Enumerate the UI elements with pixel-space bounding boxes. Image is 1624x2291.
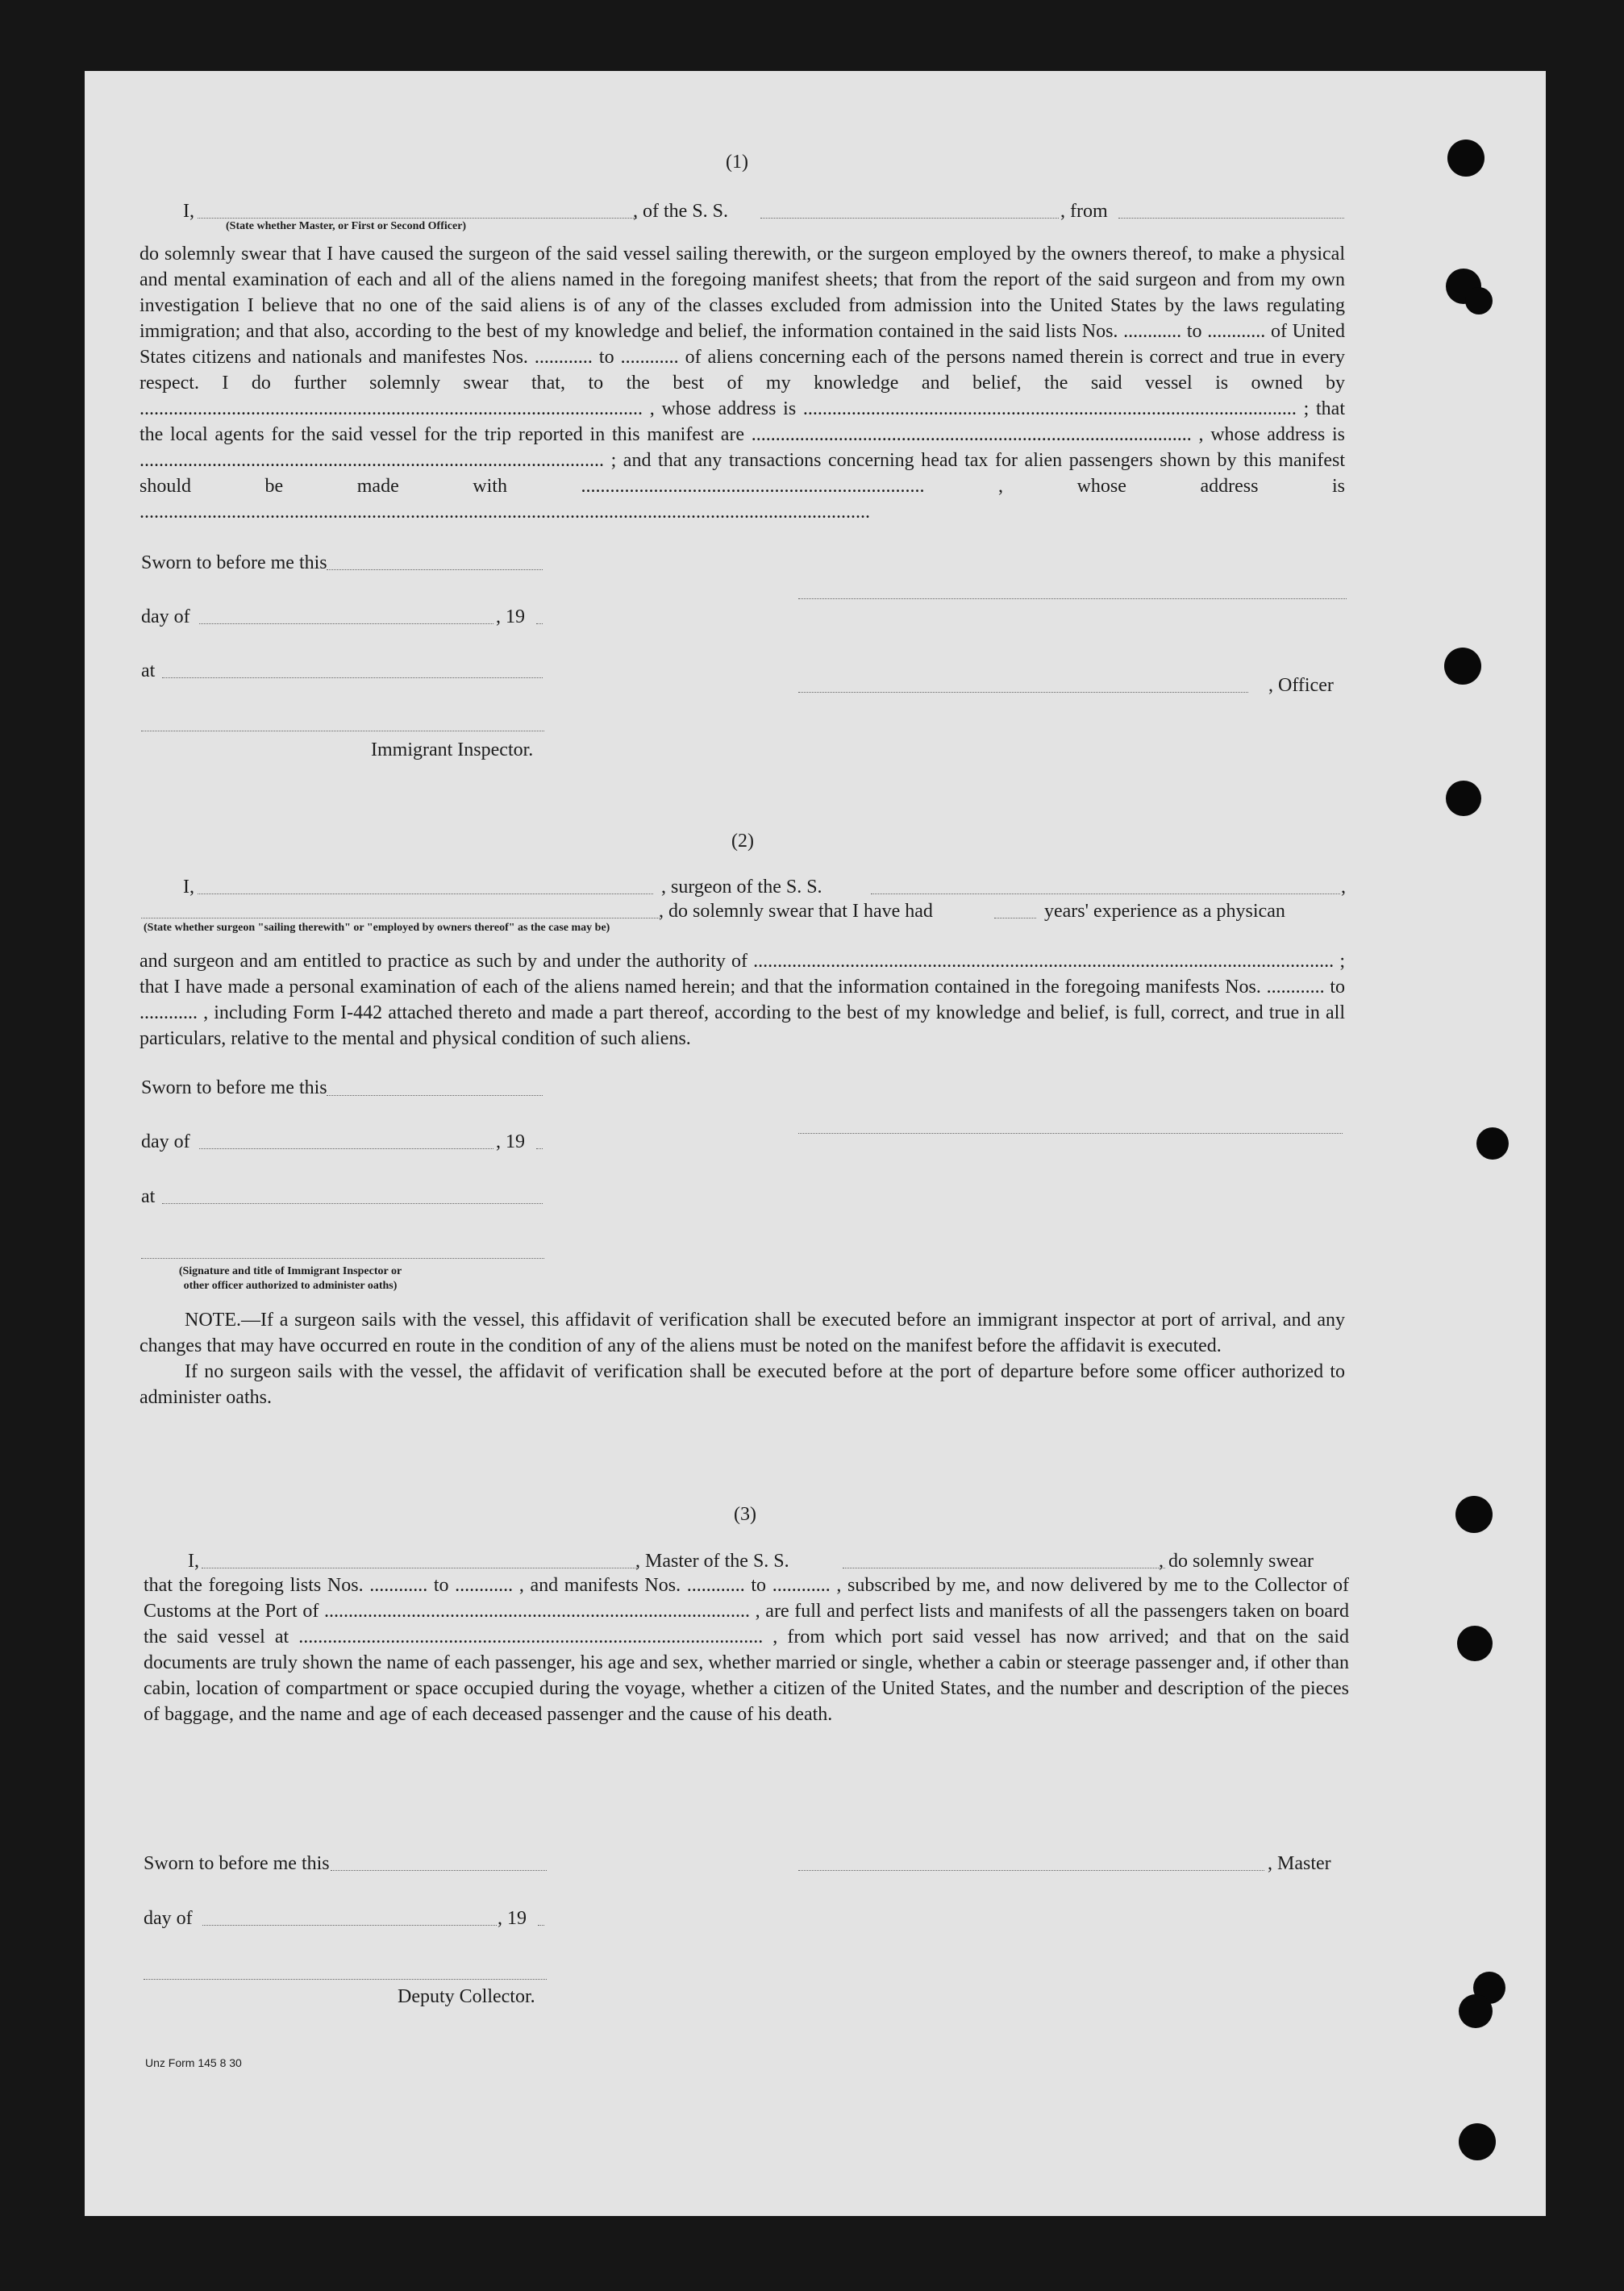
day-of-line[interactable] — [202, 1925, 497, 1926]
officer-title-line[interactable] — [198, 218, 637, 219]
note-1: NOTE.—If a surgeon sails with the vessel, this affidavit of verification shall be executed before an immigrant inspector at port of arrival, and any changes that may have occurred en route in the condition of any of the aliens must be noted on the manifest before the affidavit is executed. — [139, 1310, 1345, 1356]
year-line[interactable] — [536, 623, 543, 624]
punch-hole — [1465, 287, 1493, 314]
sworn-label: Sworn to before me this — [141, 552, 327, 573]
surgeon-signature-line[interactable] — [798, 1133, 1343, 1134]
surgeon-vessel-line[interactable] — [871, 893, 1340, 894]
form-id: Unz Form 145 8 30 — [145, 2056, 242, 2069]
sworn-line[interactable] — [327, 569, 543, 570]
punch-hole — [1455, 1496, 1493, 1533]
swear-label: , do solemnly swear — [1159, 1551, 1314, 1572]
master-of-ss-label: , Master of the S. S. — [635, 1551, 789, 1572]
at-label: at — [141, 1186, 156, 1207]
section3-number: (3) — [734, 1504, 756, 1525]
signature-caption: (Signature and title of Immigrant Inspector or other officer authorized to administer oaths) — [178, 1265, 402, 1292]
section2-oath-text — [139, 948, 1345, 1052]
form-page — [85, 71, 1546, 2216]
year-line[interactable] — [536, 1148, 543, 1149]
of-ss-label: , of the S. S. — [633, 201, 729, 222]
inspector-signature-line[interactable] — [141, 1258, 544, 1259]
from-port-line[interactable] — [1118, 218, 1344, 219]
at-line[interactable] — [162, 1203, 543, 1204]
day-of-label: day of — [141, 1131, 190, 1152]
immigrant-inspector-label: Immigrant Inspector. — [371, 739, 534, 760]
at-line[interactable] — [162, 677, 543, 678]
swear-label: , do solemnly swear that I have had — [659, 901, 933, 922]
vessel-name-line[interactable] — [760, 218, 1059, 219]
note-text — [139, 1307, 1345, 1410]
day-of-label: day of — [141, 606, 190, 627]
at-label: at — [141, 660, 156, 681]
surgeon-type-caption: (State whether surgeon "sailing therewith" or "employed by owners thereof" as the case may be) — [144, 922, 610, 934]
section1-number: (1) — [726, 152, 748, 173]
day-of-label: day of — [144, 1908, 193, 1929]
punch-hole — [1459, 1994, 1493, 2028]
punch-hole — [1447, 140, 1485, 177]
section1-body: do solemnly swear that I have caused the surgeon of the said vessel sailing therewith, or the surgeon employed by the owners thereof, to make a physical and mental examination of each and all of the aliens named in the foregoing manifest sheets; that from the report of the said surgeon and from my own investigation I believe that no one of the said aliens is of any of the classes excluded from admission into the United States by the laws regulating immigration; and that also, according to the best of my knowledge and belief, the information contained in the said lists Nos. ............ to ............ of United States citizens and nationals and manifestes Nos. ............ to ............ of aliens concerning each of the persons named therein is correct and true in every respect. I do further solemnly swear that, to the best of my knowledge and belief, the said vessel is owned by ........................................................................................................ , whose address is ...................................................................................................... ; that the local agents for the said vessel for the trip reported in this manifest are ........................................................................................... , whose address is ................................................................................................ ; and that any transactions concerning head tax for alien passengers shown by this manifest should be made with ....................................................................... , whose address is ....................................................................................................................................................... — [139, 244, 1345, 523]
section3-i-label: I, — [188, 1551, 199, 1572]
day-of-line[interactable] — [199, 623, 493, 624]
punch-hole — [1446, 781, 1481, 816]
punch-hole — [1476, 1127, 1509, 1160]
punch-hole — [1457, 1626, 1493, 1661]
surgeon-of-ss-label: , surgeon of the S. S. — [661, 877, 822, 898]
collector-signature-line[interactable] — [144, 1979, 547, 1980]
section2-number: (2) — [731, 831, 754, 852]
year-line[interactable] — [538, 1925, 544, 1926]
deputy-collector-label: Deputy Collector. — [398, 1986, 535, 2007]
day-of-line[interactable] — [199, 1148, 493, 1149]
comma: , — [1341, 877, 1346, 898]
section2-body: and surgeon and am entitled to practice as such by and under the authority of ........................................................................................................................ ; that I have made a personal examination of each of the aliens named herein; and that the information contained in the foregoing manifests Nos. ............ to ............ , including Form I-442 attached thereto and made a part thereof, according to the best of my knowledge and belief, is full, correct, and true in all particulars, relative to the mental and physical condition of such aliens. — [139, 951, 1345, 1049]
section1-oath-text — [139, 241, 1345, 525]
section2-i-label: I, — [183, 877, 194, 898]
section3-body: that the foregoing lists Nos. ............ to ............ , and manifests Nos. ............ to ............ , subscribed by me, and now delivered by me to the Collector of Customs at the Port of ........................................................................................ , are full and perfect lists and manifests of all the passengers taken on board the said vessel at ................................................................................................ , from which port said vessel has now arrived; and that on the said documents are truly shown the name of each passenger, his age and sex, whether married or single, whether a cabin or steerage passenger and, if other than cabin, location of compartment or space occupied during the voyage, whether a citizen of the United States, and the number and description of the pieces of baggage, and the name and age of each deceased passenger and the cause of his death. — [144, 1575, 1349, 1725]
master-signature-line[interactable] — [798, 1870, 1264, 1871]
officer-title-caption: (State whether Master, or First or Second Officer) — [226, 220, 467, 232]
surgeon-name-line[interactable] — [198, 893, 653, 894]
master-label: , Master — [1268, 1853, 1331, 1874]
sworn-line[interactable] — [331, 1870, 547, 1871]
officer-signature-line[interactable] — [798, 692, 1248, 693]
officer-label: , Officer — [1268, 675, 1334, 696]
year-label: , 19 — [496, 606, 525, 627]
officer-signature-line-top[interactable] — [798, 598, 1347, 599]
section3-oath-text — [144, 1572, 1349, 1727]
note-2: If no surgeon sails with the vessel, the affidavit of verification shall be executed before at the port of departure before some officer authorized to administer oaths. — [139, 1361, 1345, 1408]
punch-hole — [1459, 2123, 1496, 2160]
year-label: , 19 — [496, 1131, 525, 1152]
section1-i-label: I, — [183, 201, 194, 222]
years-experience-label: years' experience as a physican — [1044, 901, 1285, 922]
from-label: , from — [1060, 201, 1108, 222]
sworn-line[interactable] — [327, 1095, 543, 1096]
year-label: , 19 — [498, 1908, 527, 1929]
punch-hole — [1444, 648, 1481, 685]
sworn-label: Sworn to before me this — [141, 1077, 327, 1098]
sworn-label: Sworn to before me this — [144, 1853, 330, 1874]
